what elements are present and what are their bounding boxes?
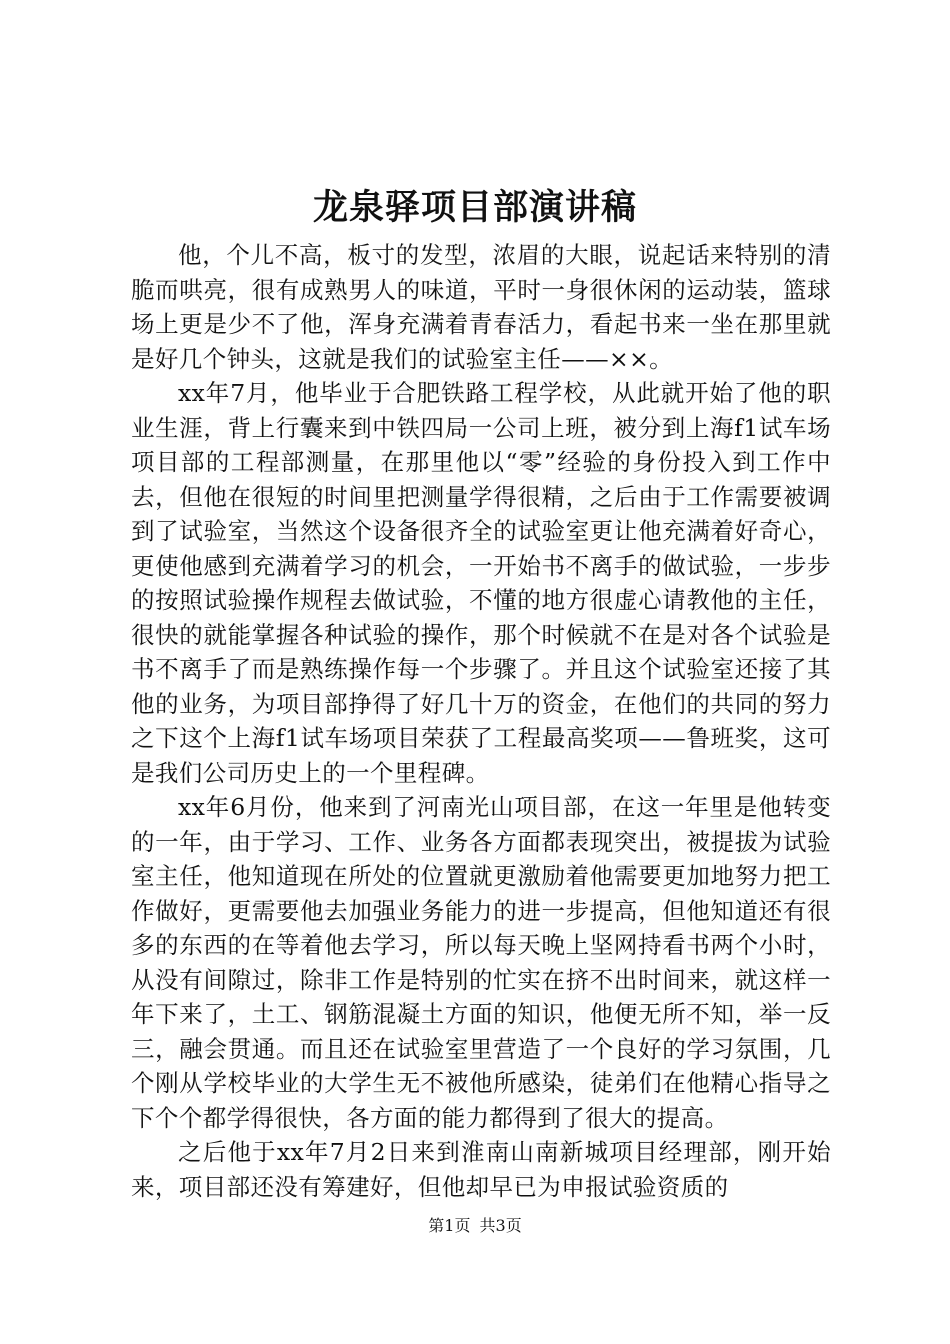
paragraph-2: xx年7月，他毕业于合肥铁路工程学校，从此就开始了他的职业生涯，背上行囊来到中铁四局一公司上班，被分到上海f1试车场项目部的工程部测量，在那里他以“零”经验的身份投入到工作中去，但他在很短的时间里把测量学得很精，之后由于工作需要被调到了试验室，当然这个设备很齐全的试验室更让他充满着好奇心，更使他感到充满着学习的机会，一开始书不离手的做试验，一步步的按照试验操作规程去做试验，不懂的地方很虚心请教他的主任，很快的就能掌握各种试验的操作，那个时候就不在是对各个试验是书不离手了而是熟练操作每一个步骤了。并且这个试验室还接了其他的业务，为项目部挣得了好几十万的资金，在他们的共同的努力之下这个上海f1试车场项目荣获了工程最高奖项——鲁班奖，这可是我们公司历史上的一个里程碑。 [131, 379, 831, 787]
paragraph-1: 他，个儿不高，板寸的发型，浓眉的大眼，说起话来特别的清脆而哄亮，很有成熟男人的味道，平时一身很休闲的运动装，篮球场上更是少不了他，浑身充满着青春活力，看起书来一坐在那里就是好几个钟头，这就是我们的试验室主任——××。 [131, 241, 831, 373]
page-number: 第1页 [428, 1216, 471, 1235]
document-body [131, 238, 831, 1204]
page-footer [0, 1214, 950, 1238]
page-total: 共3页 [479, 1216, 522, 1235]
paragraph-4: 之后他于xx年7月2日来到淮南山南新城项目经理部，刚开始来，项目部还没有筹建好，但他却早已为申报试验资质的 [131, 1138, 831, 1201]
paragraph-3: xx年6月份，他来到了河南光山项目部，在这一年里是他转变的一年，由于学习、工作、业务各方面都表现突出，被提拔为试验室主任，他知道现在所处的位置就更激励着他需要更加地努力把工作做好，更需要他去加强业务能力的进一步提高，但他知道还有很多的东西的在等着他去学习，所以每天晚上坚网持看书两个小时，从没有间隙过，除非工作是特别的忙实在挤不出时间来，就这样一年下来了，土工、钢筋混凝土方面的知识，他便无所不知，举一反三，融会贯通。而且还在试验室里营造了一个良好的学习氛围，几个刚从学校毕业的大学生无不被他所感染，徒弟们在他精心指导之下个个都学得很快，各方面的能力都得到了很大的提高。 [131, 793, 831, 1132]
document-title: 龙泉驿项目部演讲稿 [312, 187, 637, 228]
